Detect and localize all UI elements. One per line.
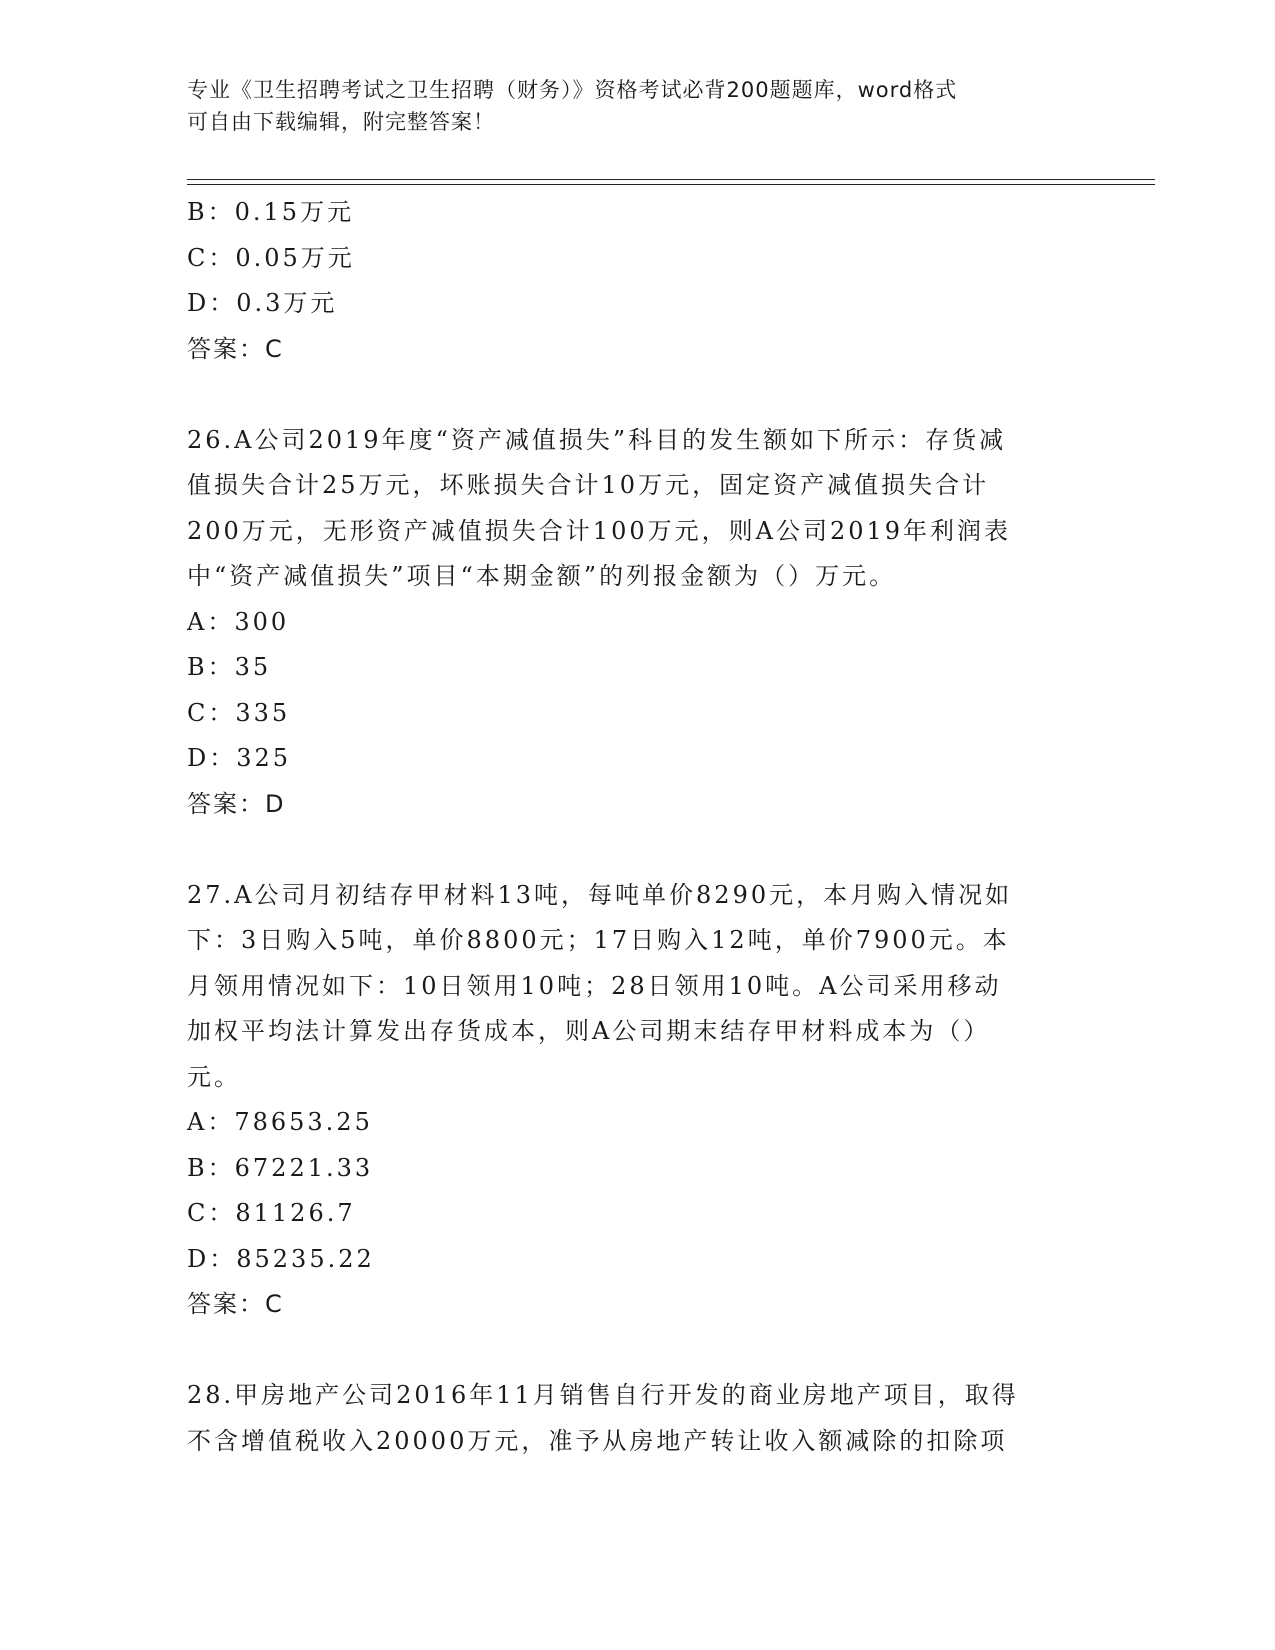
question-28 [187,1373,1087,1464]
document-header [187,74,1067,138]
previous-question-tail [187,190,1087,372]
question-text-line: 26.A公司2019年度“资产减值损失”科目的发生额如下所示：存货减 [187,425,1007,454]
question-content [187,190,1087,1464]
question-text-line: 200万元，无形资产减值损失合计100万元，则A公司2019年利润表 [187,516,1012,545]
question-27 [187,873,1087,1328]
option-b: B：35 [187,653,272,681]
answer: 答案：C [187,334,284,363]
question-text-line: 元。 [187,1062,241,1091]
spacer [187,372,1087,418]
answer: 答案：C [187,1290,284,1318]
question-text-line: 中“资产减值损失”项目“本期金额”的列报金额为（）万元。 [187,562,897,590]
option-c: C：335 [187,698,291,727]
option-b: B：67221.33 [187,1153,374,1182]
question-text-line: 28.甲房地产公司2016年11月销售自行开发的商业房地产项目，取得 [187,1381,1019,1409]
option-c: C：0.05万元 [187,243,355,272]
question-text-line: 下：3日购入5吨，单价8800元；17日购入12吨，单价7900元。本 [187,926,1010,954]
option-a: A：78653.25 [187,1108,373,1136]
option-a: A：300 [187,607,290,636]
header-divider-bottom [187,184,1155,185]
spacer [187,827,1087,873]
question-text-line: 值损失合计25万元，坏账损失合计10万元，固定资产减值损失合计 [187,471,990,499]
header-divider-top [187,179,1155,180]
option-c: C：81126.7 [187,1199,356,1227]
option-d: D：325 [187,744,292,772]
question-text-line: 加权平均法计算发出存货成本，则A公司期末结存甲材料成本为（） [187,1017,991,1045]
question-26 [187,418,1087,828]
spacer [187,1328,1087,1374]
answer: 答案：D [187,789,286,818]
header-title-line-1: 专业《卫生招聘考试之卫生招聘（财务）》资格考试必背200题题库，word格式 [187,78,958,102]
header-title-line-2: 可自由下载编辑，附完整答案！ [187,110,495,134]
option-d: D：0.3万元 [187,289,338,317]
option-d: D：85235.22 [187,1244,375,1273]
question-text-line: 不含增值税收入20000万元，准予从房地产转让收入额减除的扣除项 [187,1426,1008,1455]
question-text-line: 27.A公司月初结存甲材料13吨，每吨单价8290元，本月购入情况如 [187,880,1013,909]
question-text-line: 月领用情况如下：10日领用10吨；28日领用10吨。A公司采用移动 [187,971,1002,1000]
option-b: B：0.15万元 [187,198,355,226]
